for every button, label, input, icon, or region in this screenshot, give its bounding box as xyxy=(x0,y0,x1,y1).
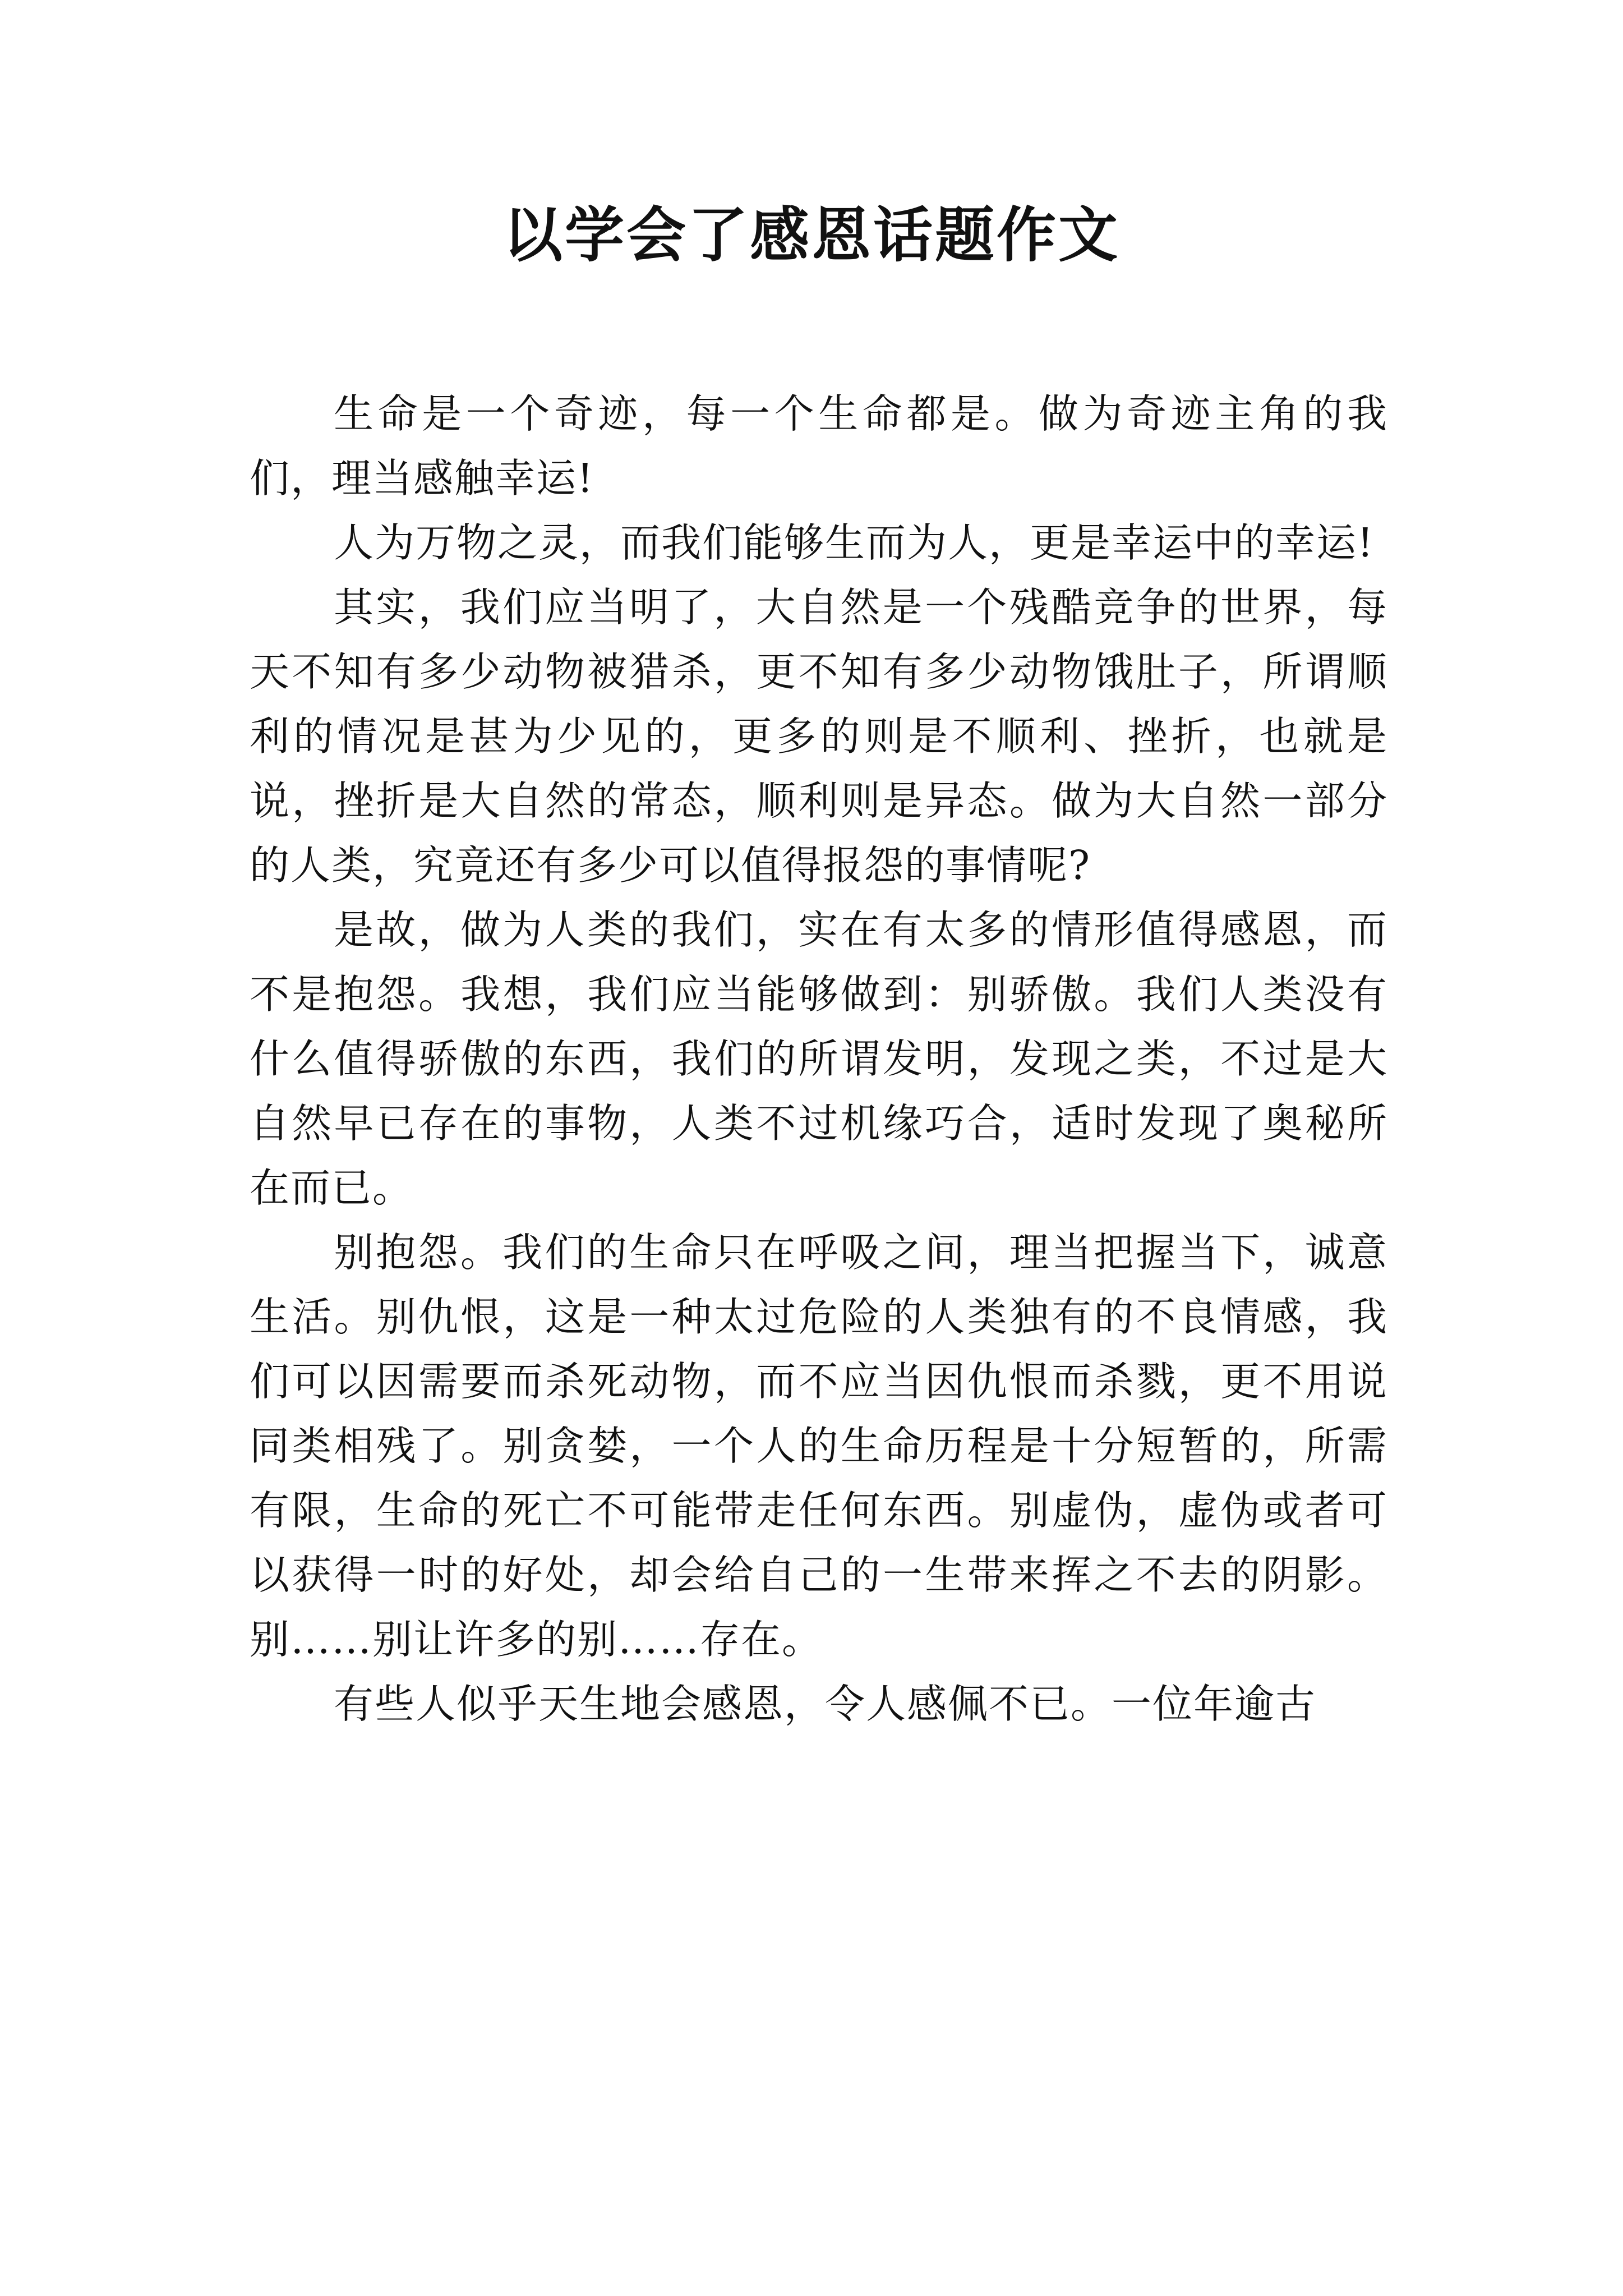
document-body xyxy=(250,381,1388,1736)
paragraph: 别抱怨。我们的生命只在呼吸之间，理当把握当下，诚意生活。别仇恨，这是一种太过危险的人类独有的不良情感，我们可以因需要而杀死动物，而不应当因仇恨而杀戮，更不用说同类相残了。别贪婪，一个人的生命历程是十分短暂的，所需有限，生命的死亡不可能带走任何东西。别虚伪，虚伪或者可以获得一时的好处，却会给自己的一生带来挥之不去的阴影。别……别让许多的别……存在。 xyxy=(250,1229,1388,1663)
paragraph: 人为万物之灵，而我们能够生而为人，更是幸运中的幸运! xyxy=(334,519,1375,566)
paragraph: 其实，我们应当明了，大自然是一个残酷竞争的世界，每天不知有多少动物被猎杀，更不知有多少动物饿肚子，所谓顺利的情况是甚为少见的，更多的则是不顺利、挫折，也就是说，挫折是大自然的常态，顺利则是异态。做为大自然一部分的人类，究竟还有多少可以值得报怨的事情呢? xyxy=(250,584,1388,889)
paragraph: 有些人似乎天生地会感恩，令人感佩不已。一位年逾古 xyxy=(334,1681,1317,1727)
document-title: 以学会了感恩话题作文 xyxy=(503,201,1120,270)
paragraph: 是故，做为人类的我们，实在有太多的情形值得感恩，而不是抱怨。我想，我们应当能够做到：别骄傲。我们人类没有什么值得骄傲的东西，我们的所谓发明，发现之类，不过是大自然早已存在的事物，人类不过机缘巧合，适时发现了奥秘所在而已。 xyxy=(250,907,1388,1211)
paragraph: 生命是一个奇迹，每一个生命都是。做为奇迹主角的我们，理当感触幸运! xyxy=(250,390,1388,501)
